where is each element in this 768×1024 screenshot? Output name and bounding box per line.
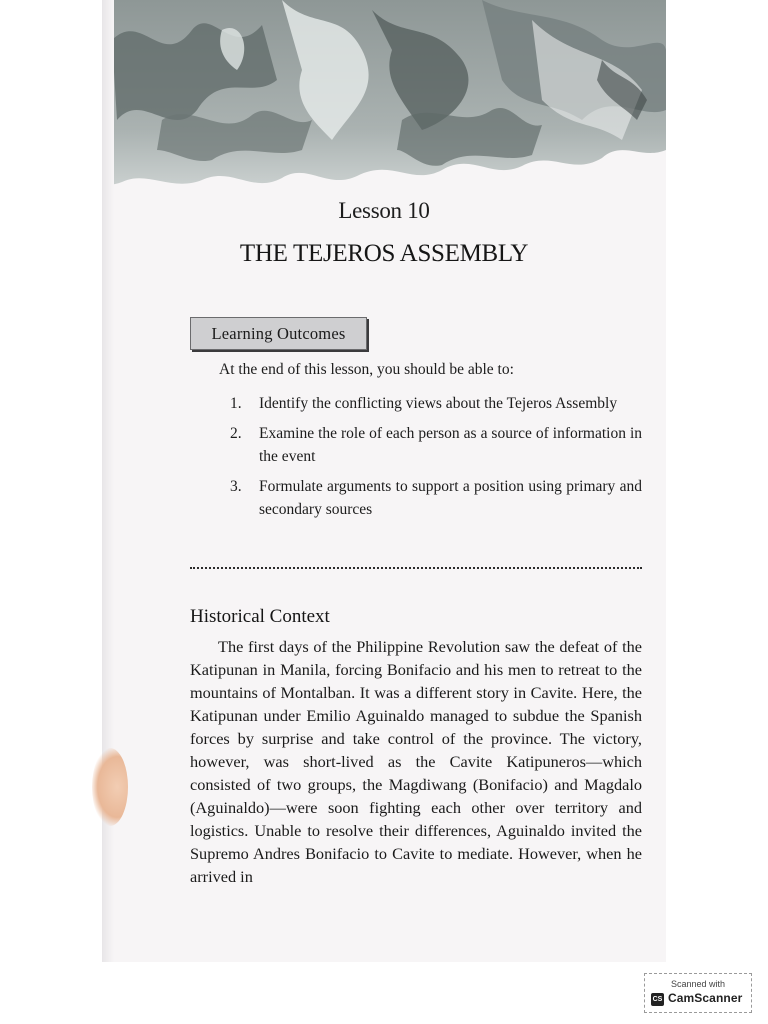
list-item (230, 422, 642, 468)
outcomes-list (230, 392, 642, 528)
section-heading: Historical Context (190, 606, 330, 627)
list-item (230, 475, 642, 521)
dotted-divider (190, 567, 642, 569)
camscanner-logo-icon: CS (651, 993, 664, 1006)
list-item-number: 3. (230, 478, 242, 495)
list-item-number: 1. (230, 395, 242, 412)
list-item-text: Formulate arguments to support a position using primary and secondary sources (259, 478, 642, 518)
list-item-text: Examine the role of each person as a source of information in the event (259, 425, 642, 465)
watermark-caption: Scanned with (670, 979, 726, 989)
lesson-number: Lesson 10 (338, 198, 430, 223)
scanner-thumb-image (92, 748, 128, 826)
learning-outcomes-label: Learning Outcomes (190, 317, 367, 350)
body-paragraph: The first days of the Philippine Revolution saw the defeat of the Katipunan in Manila, forcing Bonifacio and his men to retreat to the mountains of Montalban. It was a different story in Cavite. Here, the Katipunan under Emilio Aguinaldo managed to subdue the Spanish forces by surprise and take control of the province. The victory, however, was short-lived as the Cavite Katipuneros—which consisted of two groups, the Magdiwang (Bonifacio) and Magdalo (Aguinaldo)—were soon fighting each other over territory and logistics. Unable to resolve their differences, Aguinaldo invited the Supremo Andres Bonifacio to Cavite to mediate. However, when he arrived in (190, 637, 642, 886)
header-banner-image (102, 0, 666, 200)
watermark-brand: CamScanner (668, 991, 743, 1005)
list-item-text: Identify the conflicting views about the Tejeros Assembly (259, 395, 618, 412)
outcomes-intro: At the end of this lesson, you should be able to: (219, 361, 514, 378)
camscanner-watermark (644, 973, 752, 1013)
list-item-number: 2. (230, 425, 242, 442)
lesson-title: THE TEJEROS ASSEMBLY (239, 240, 529, 267)
scanned-page (102, 0, 666, 962)
list-item (230, 392, 642, 415)
